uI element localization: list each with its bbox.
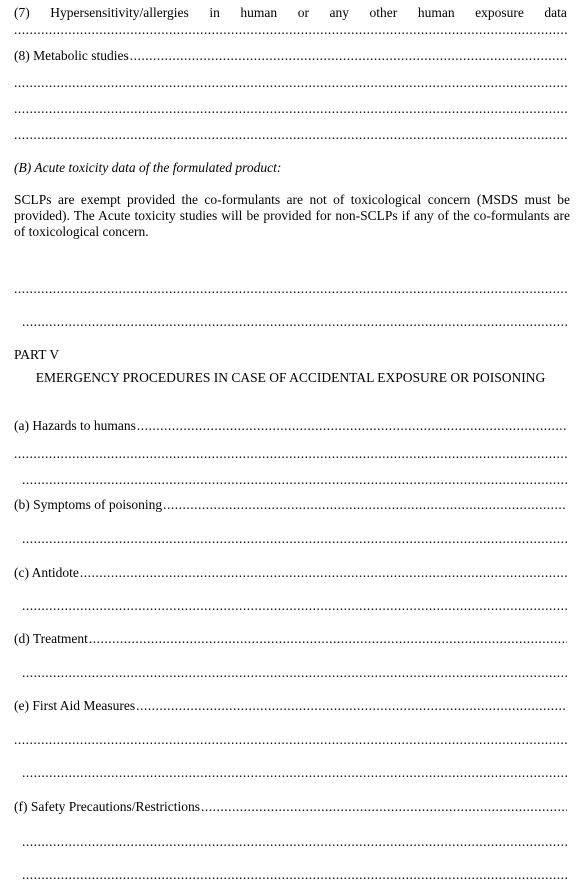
- item-7-word: any: [329, 5, 349, 20]
- item-8-line: [14, 48, 567, 66]
- item-7-word: Hypersensitivity/allergies: [50, 5, 189, 20]
- fill-line: [22, 665, 567, 683]
- item-e-label: (e) First Aid Measures: [14, 698, 136, 713]
- item-c-label: (c) Antidote: [14, 565, 79, 580]
- item-a-line: [14, 418, 567, 436]
- fill-line: [14, 446, 567, 464]
- section-b-paragraph: SCLPs are exempt provided the co-formulants are not of toxicological concern (MSDS must be provided). The Acute toxicity studies will be provided for non-SCLPs if any of the co-formulants are of toxicological concern.: [14, 192, 570, 239]
- fill-line: [14, 281, 567, 299]
- item-7-word: in: [209, 5, 220, 20]
- item-c-line: [14, 565, 567, 583]
- item-f-line: [14, 799, 567, 817]
- fill-line: [14, 75, 567, 93]
- fill-line: [14, 22, 567, 40]
- item-d-label: (d) Treatment: [14, 631, 88, 646]
- item-7-word: other: [369, 5, 398, 20]
- item-7-word: human: [417, 5, 455, 20]
- item-7-word: data: [544, 5, 567, 20]
- item-7-word: exposure: [475, 5, 524, 20]
- section-b-heading: (B) Acute toxicity data of the formulated product:: [14, 160, 282, 175]
- item-b-label: (b) Symptoms of poisoning: [14, 497, 163, 512]
- fill-line: [22, 834, 567, 852]
- item-7-word: or: [297, 5, 309, 20]
- item-a-label: (a) Hazards to humans: [14, 418, 136, 433]
- item-b-line: [14, 497, 567, 515]
- fill-line: [22, 867, 567, 885]
- item-7-word: human: [240, 5, 278, 20]
- item-d-line: [14, 631, 567, 649]
- part-label: PART V: [14, 347, 60, 362]
- fill-line: [22, 765, 567, 783]
- fill-line: [14, 101, 567, 119]
- fill-line: [22, 314, 567, 332]
- item-8-label: (8) Metabolic studies: [14, 48, 129, 63]
- fill-line: [22, 472, 567, 490]
- item-f-label: (f) Safety Precautions/Restrictions: [14, 799, 200, 814]
- item-7-word: (7): [14, 5, 30, 20]
- fill-line: [22, 531, 567, 549]
- item-7-line: [14, 5, 567, 23]
- item-e-line: [14, 698, 567, 716]
- fill-line: [14, 127, 567, 145]
- fill-line: [22, 598, 567, 616]
- fill-line: [14, 732, 567, 750]
- part-title: EMERGENCY PROCEDURES IN CASE OF ACCIDENTAL EXPOSURE OR POISONING: [35, 370, 546, 385]
